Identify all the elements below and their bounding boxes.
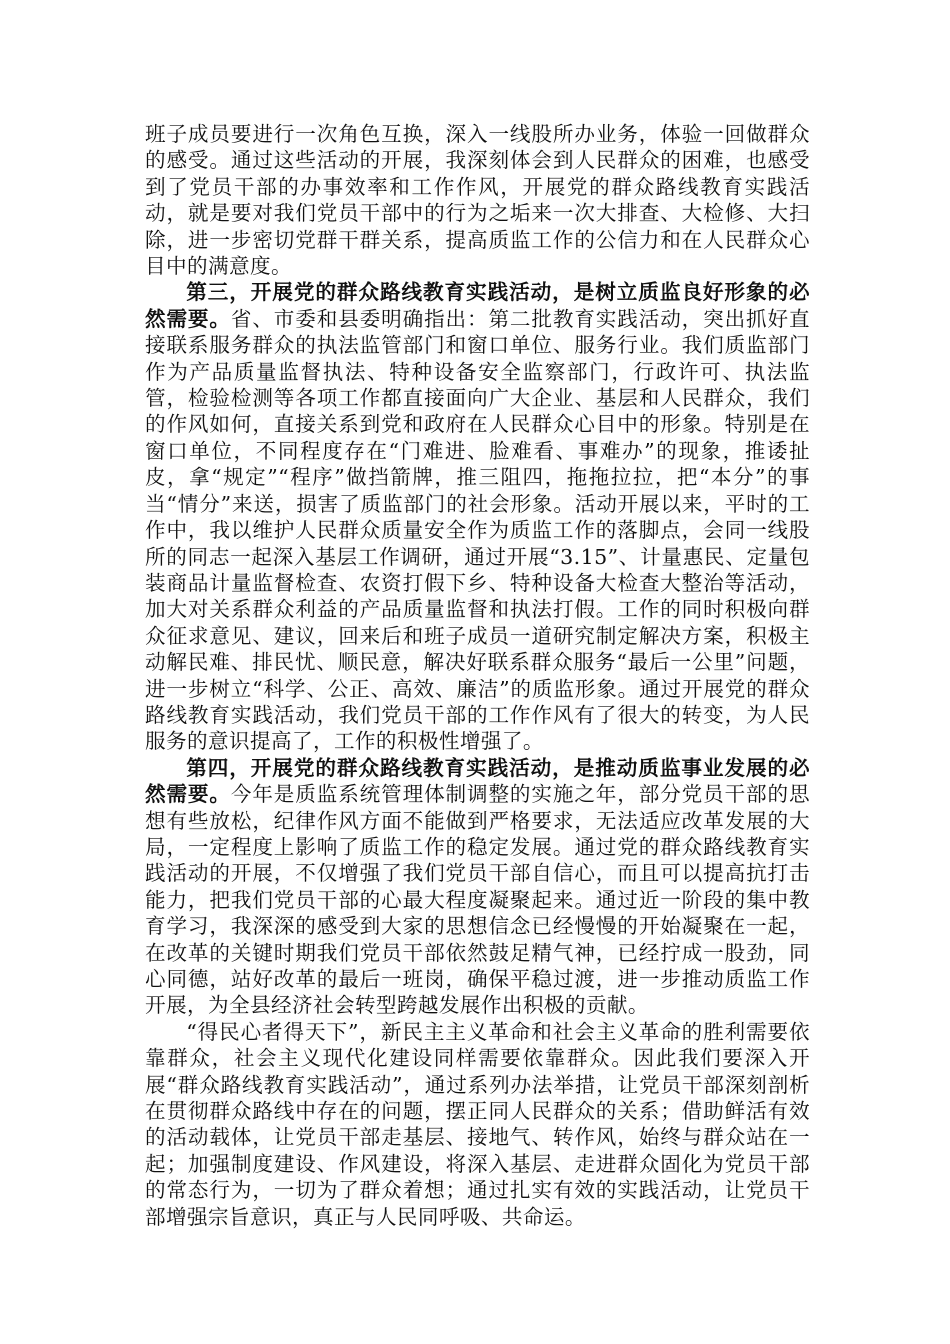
paragraph-continuation bbox=[145, 121, 810, 279]
paragraph-third-point bbox=[145, 279, 810, 754]
paragraph-text: “得民心者得天下”，新民主主义革命和社会主义革命的胜利需要依靠群众，社会主义现代化建设同样需要依靠群众。因此我们要深入开展“群众路线教育实践活动”，通过系列办法举措，让党员干部深刻剖析在贯彻群众路线中存在的问题，摆正同人民群众的关系；借助鲜活有效的活动载体，让党员干部走基层、接地气、转作风，始终与群众站在一起；加强制度建设、作风建设，将深入基层、走进群众固化为党员干部的常态行为，一切为了群众着想；通过扎实有效的实践活动，让党员干部增强宗旨意识，真正与人民同呼吸、共命运。 bbox=[145, 1019, 810, 1229]
paragraph-fourth-point bbox=[145, 755, 810, 1019]
paragraph-lead-bold: 第三，开展党的群众路线教育实践活动，是树立质监良好形象的必然需要。 bbox=[145, 280, 810, 331]
paragraph-conclusion bbox=[145, 1019, 810, 1230]
paragraph-text: 省、市委和县委明确指出：第二批教育实践活动，突出抓好直接联系服务群众的执法监管部门和窗口单位、服务行业。我们质监部门作为产品质量监督执法、特种设备安全监察部门，行政许可、执法监管，检验检测等各项工作都直接面向广大企业、基层和人民群众，我们的作风如何，直接关系到党和政府在人民群众心目中的形象。特别是在窗口单位，不同程度存在“门难进、脸难看、事难办”的现象，推诿扯皮，拿“规定”“程序”做挡箭牌，推三阻四，拖拖拉拉，把“本分”的事当“情分”来送，损害了质监部门的社会形象。活动开展以来，平时的工作中，我以维护人民群众质量安全作为质监工作的落脚点，会同一线股所的同志一起深入基层工作调研，通过开展“3.15”、计量惠民、定量包装商品计量监督检查、农资打假下乡、特种设备大检查大整治等活动，加大对关系群众利益的产品质量监督和执法打假。工作的同时积极向群众征求意见、建议，回来后和班子成员一道研究制定解决方案，积极主动解民难、排民忧、顺民意，解决好联系群众服务“最后一公里”问题，进一步树立“科学、公正、高效、廉洁”的质监形象。通过开展党的群众路线教育实践活动，我们党员干部的工作作风有了很大的转变，为人民服务的意识提高了，工作的积极性增强了。 bbox=[145, 306, 810, 754]
paragraph-lead-bold: 第四，开展党的群众路线教育实践活动，是推动质监事业发展的必然需要。 bbox=[145, 755, 810, 807]
paragraph-text: 班子成员要进行一次角色互换，深入一线股所办业务，体验一回做群众的感受。通过这些活动的开展，我深刻体会到人民群众的困难，也感受到了党员干部的办事效率和工作作风，开展党的群众路线教育实践活动，就是要对我们党员干部中的行为之垢来一次大排查、大检修、大扫除，进一步密切党群干群关系，提高质监工作的公信力和在人民群众心目中的满意度。 bbox=[145, 122, 810, 279]
paragraph-text: 今年是质监系统管理体制调整的实施之年，部分党员干部的思想有些放松，纪律作风方面不能做到严格要求，无法适应改革发展的大局，一定程度上影响了质监工作的稳定发展。通过党的群众路线教育实践活动的开展，不仅增强了我们党员干部自信心，而且可以提高抗打击能力，把我们党员干部的心最大程度凝聚起来。通过近一阶段的集中教育学习，我深深的感受到大家的思想信念已经慢慢的开始凝聚在一起，在改革的关键时期我们党员干部依然鼓足精气神，已经拧成一股劲，同心同德，站好改革的最后一班岗，确保平稳过渡，进一步推动质监工作开展，为全县经济社会转型跨越发展作出积极的贡献。 bbox=[145, 782, 810, 1018]
document-body bbox=[145, 121, 810, 1230]
